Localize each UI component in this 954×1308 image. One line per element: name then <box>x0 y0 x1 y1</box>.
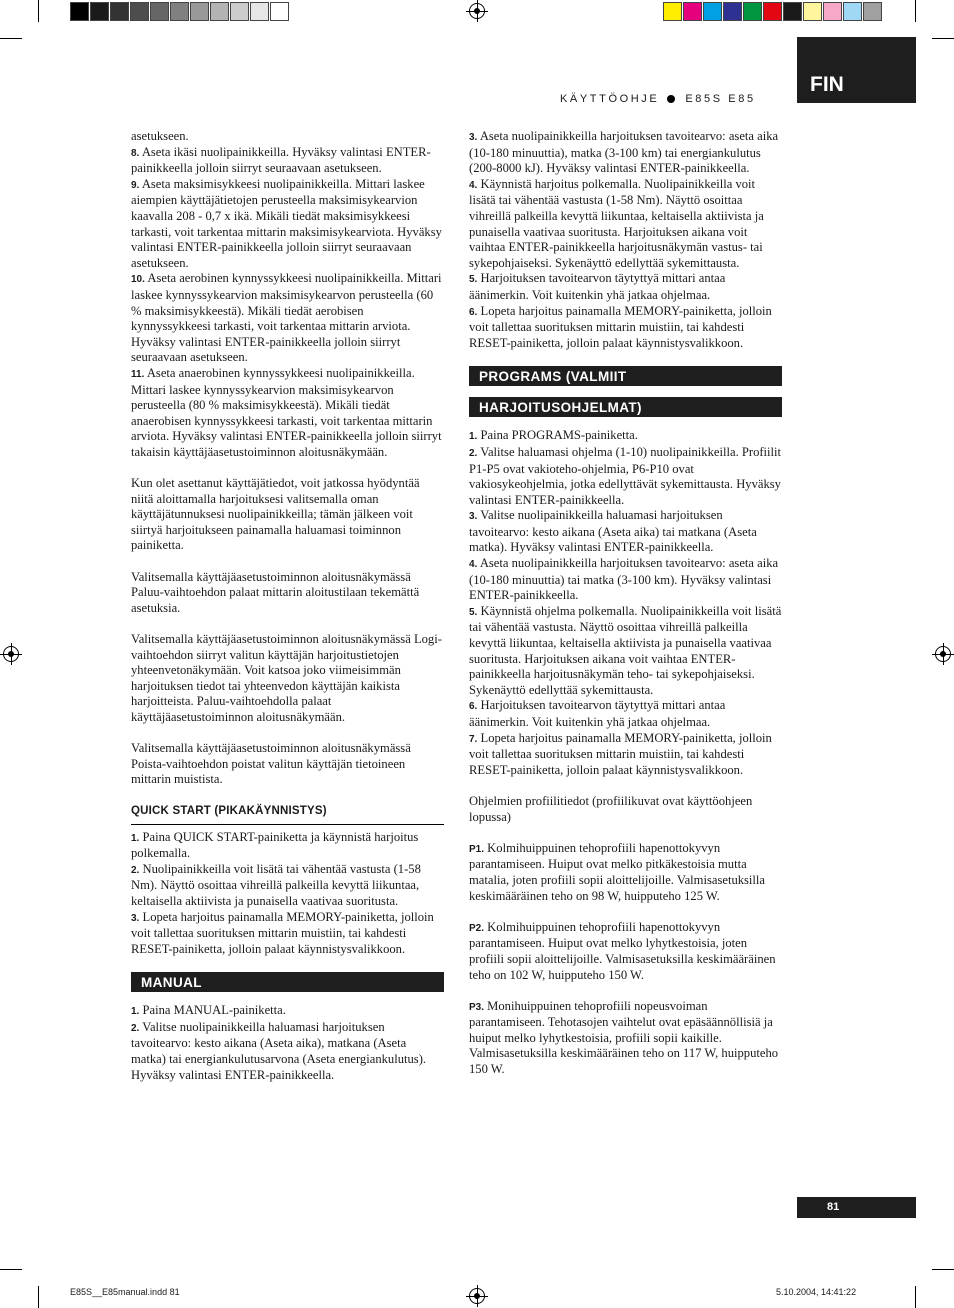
list-item <box>469 129 782 177</box>
item-number: 7. <box>469 733 478 745</box>
color-swatch <box>823 2 842 21</box>
color-swatch <box>703 2 722 21</box>
item-number: 5. <box>469 606 478 618</box>
programs-list <box>469 428 782 778</box>
color-swatch <box>130 2 149 21</box>
registration-mark-icon <box>3 646 19 662</box>
color-swatch <box>683 2 702 21</box>
section-heading-programs-cont: HARJOITUSOHJELMAT) <box>469 397 782 417</box>
language-tab: FIN <box>797 37 916 103</box>
crop-mark <box>915 1286 916 1308</box>
list-item <box>469 304 782 352</box>
list-item <box>469 698 782 730</box>
item-number: 4. <box>469 179 478 191</box>
list-item <box>469 428 782 445</box>
item-number: 9. <box>131 179 140 191</box>
crop-mark <box>932 1269 954 1270</box>
page-number: 81 <box>797 1197 916 1218</box>
left-column <box>131 129 444 1083</box>
crop-mark <box>38 0 39 22</box>
list-item <box>131 830 444 862</box>
item-text: Käynnistä ohjelma polkemalla. Nuolipainikkeilla voit lisätä tai vähentää vastusta. Näyttö osoittaa vihreillä palkeilla kevyttä liikuntaa, keltaisella aktiivista ja punaisella vaativaa suoritusta. Harjoituksen aikana voit vaihtaa ENTER-painikkeella harjoitusnäkymän teho- tai sykepohjaiseksi. Sykenäyttö edellyttää sykemittausta. <box>469 603 782 697</box>
bullet-icon <box>667 95 675 103</box>
registration-mark-icon <box>469 1288 485 1304</box>
color-swatch <box>190 2 209 21</box>
item-text: Lopeta harjoitus painamalla MEMORY-painiketta, jolloin voit tallettaa suorituksen mittarin muistiin, tai kahdesti RESET-painiketta, jolloin palaat käynnistysvalikkoon. <box>131 909 434 956</box>
list-item <box>469 177 782 272</box>
item-text: Harjoituksen tavoitearvon täytyttyä mittari antaa äänimerkin. Voit kuitenkin yhä jatkaa ohjelmaa. <box>469 271 726 302</box>
profiles-list <box>469 825 782 1078</box>
list-item <box>469 271 782 303</box>
crop-mark <box>932 38 954 39</box>
color-swatch <box>743 2 762 21</box>
color-swatch <box>763 2 782 21</box>
item-number: P1. <box>469 843 485 855</box>
item-number: 4. <box>469 559 478 571</box>
item-number: 10. <box>131 274 145 286</box>
section-heading-programs: PROGRAMS (VALMIIT <box>469 366 782 386</box>
item-text: Aseta ikäsi nuolipainikkeilla. Hyväksy valintasi ENTER-painikkeella jolloin siirryt seuraavaan asetukseen. <box>131 144 431 176</box>
timestamp: 5.10.2004, 14:41:22 <box>776 1287 857 1297</box>
list-item <box>131 1020 444 1083</box>
running-head <box>560 93 792 105</box>
color-swatch <box>170 2 189 21</box>
paragraph: Valitsemalla käyttäjäasetustoiminnon aloitusnäkymässä Paluu-vaihtoehdon palaat mittarin aloitustilaan tekemättä asetuksia. <box>131 569 420 615</box>
file-slug: E85S__E85manual.indd 81 <box>70 1287 180 1297</box>
list-item <box>469 604 782 699</box>
item-text: Käynnistä harjoitus polkemalla. Nuolipainikkeilla voit lisätä tai vähentää vastusta (1-58 Nm). Näyttö osoittaa vihreillä palkeilla kevyttä liikuntaa, keltaisella aktiivista ja punaisella vaativaa suoritusta. Harjoituksen aikana voit vaihtaa ENTER-painikkeella harjoitusnäkymän vastus- tai sykepohjaiseksi. Sykenäyttö edellyttää sykemittausta. <box>469 176 764 270</box>
running-head-model: E85S E85 <box>685 93 756 105</box>
item-text: Monihuippuinen tehoprofiili nopeusvoiman parantamiseen. Tehotasojen vaihtelut ovat epäsäännöllisiä ja huiput melko lyhytkestoisia, profiili sopii kaikille. Valmisasetuksilla keskimääräinen teho on 117 W, huipputeho 150 W. <box>469 998 779 1077</box>
item-number: 3. <box>131 912 140 924</box>
item-text: Aseta maksimisykkeesi nuolipainikkeilla. Mittari laskee aiempien käyttäjätietojen perusteella maksimisykearvion kaavalla 208 - 0,7 x ikä. Mikäli tiedät maksimisykkeesi tarkasti, voit tarkentaa mittarin maksimisykearviota. Hyväksy valintasi ENTER-painikkeella jolloin siirryt seuraavaan asetukseen. <box>131 176 442 270</box>
gray-color-bar <box>70 2 290 21</box>
color-swatch <box>110 2 129 21</box>
settings-list <box>131 145 444 461</box>
color-swatch <box>723 2 742 21</box>
list-item <box>131 177 444 272</box>
item-text: Valitse haluamasi ohjelma (1-10) nuolipainikkeilla. Profiilit P1-P5 ovat vakioteho-ohjelmia, P6-P10 ovat vakiosykeohjelmia, jotka edellyttävät sykemittausta. Hyväksy valintasi ENTER-painikkeella. <box>469 444 782 507</box>
item-number: 8. <box>131 147 140 159</box>
item-number: 1. <box>469 431 478 443</box>
item-number: 5. <box>469 274 478 286</box>
list-item <box>131 862 444 910</box>
list-item <box>469 841 782 904</box>
item-text: Lopeta harjoitus painamalla MEMORY-painiketta, jolloin voit tallettaa suorituksen mittarin muistiin, tai kahdesti RESET-painiketta, jolloin palaat käynnistysvalikkoon. <box>469 730 772 777</box>
color-swatch <box>663 2 682 21</box>
list-item <box>469 556 782 604</box>
list-item <box>469 999 782 1078</box>
running-head-title: KÄYTTÖOHJE <box>560 93 660 105</box>
item-number: 6. <box>469 306 478 318</box>
paragraph: Valitsemalla käyttäjäasetustoiminnon aloitusnäkymässä Logi-vaihtoehdon siirryt valitun käyttäjän harjoitustietojen yhteenvetonäkymään. Voit katsoa joko viimeisimmän harjoituksen tiedot tai yhteenvedon käyttäjän kaikista harjoitteista. Paluu-vaihtoehdolla palaat käyttäjäasetustoiminnon aloitusnäkymään. <box>131 632 442 724</box>
color-swatch <box>863 2 882 21</box>
list-item <box>131 366 444 461</box>
color-swatch <box>270 2 289 21</box>
item-number: 3. <box>469 132 478 143</box>
item-text: Kolmihuippuinen tehoprofiili hapenottokyvyn parantamiseen. Huiput ovat melko lyhytkestoisia, joten profiili sopii aloittelijoille. Valmisasetuksilla keskimääräinen teho on 102 W, huipputeho 150 W. <box>469 919 776 982</box>
item-number: P2. <box>469 922 485 934</box>
item-number: 11. <box>131 368 145 380</box>
color-swatch <box>783 2 802 21</box>
item-text: Aseta nuolipainikkeilla harjoituksen tavoitearvo: aseta aika (10-180 minuuttia) tai matka (3-100 km). Hyväksy valintasi ENTER-painikkeella. <box>469 556 779 603</box>
item-number: 2. <box>131 864 140 876</box>
item-text: Aseta anaerobinen kynnyssykkeesi nuolipainikkeilla. Mittari laskee kynnyssykearvion maksimisykearvon perusteella (80 % maksimisykkeestä). Mikäli tiedät anaerobisen kynnyssykkeesi tarkasti, voit tarkentaa mittarin arviota. Hyväksy valintasi ENTER-painikkeella jolloin siirryt takaisin käyttäjäasetustoiminnon aloitusnäkymään. <box>131 365 442 459</box>
quick-start-list <box>131 830 444 958</box>
item-number: 3. <box>469 511 478 523</box>
item-number: 1. <box>131 1006 140 1018</box>
list-item <box>469 508 782 556</box>
color-swatch <box>250 2 269 21</box>
color-swatch <box>803 2 822 21</box>
list-item <box>469 920 782 983</box>
item-text: Valitse nuolipainikkeilla haluamasi harjoituksen tavoitearvo: kesto aikana (Aseta aika) tai matkana (Aseta matka). Hyväksy valintasi ENTER-painikkeella. <box>469 508 757 555</box>
item-text: Paina QUICK START-painiketta ja käynnistä harjoitus polkemalla. <box>131 829 419 861</box>
item-text: Paina PROGRAMS-painiketta. <box>480 428 638 443</box>
list-item <box>131 271 444 366</box>
item-text: Harjoituksen tavoitearvon täytyttyä mittari antaa äänimerkin. Voit kuitenkin yhä jatkaa ohjelmaa. <box>469 698 726 729</box>
paragraph: Valitsemalla käyttäjäasetustoiminnon aloitusnäkymässä Poista-vaihtoehdon poistat valitun käyttäjän tietoineen mittarin muistista. <box>131 741 411 787</box>
item-text: Paina MANUAL-painiketta. <box>142 1003 286 1018</box>
cmyk-color-bar <box>663 2 883 21</box>
section-heading-manual: MANUAL <box>131 972 444 992</box>
crop-mark <box>38 1286 39 1308</box>
item-number: 6. <box>469 701 478 713</box>
item-number: 2. <box>131 1022 140 1034</box>
color-swatch <box>90 2 109 21</box>
crop-mark <box>915 0 916 22</box>
item-number: 1. <box>131 832 140 844</box>
paragraph: Ohjelmien profiilitiedot (profiilikuvat ovat käyttöohjeen lopussa) <box>469 793 753 824</box>
color-swatch <box>230 2 249 21</box>
list-item <box>131 145 444 177</box>
registration-mark-icon <box>469 3 485 19</box>
manual-list <box>131 1003 444 1083</box>
item-text: Valitse nuolipainikkeilla haluamasi harjoituksen tavoitearvo: kesto aikana (Aseta aika), matkana (Aseta matka) tai energiankulutusarvona (Aseta energiankulutus). Hyväksy valintasi ENTER-painikkeella. <box>131 1019 427 1082</box>
list-item <box>469 445 782 508</box>
list-item <box>469 731 782 779</box>
item-text: Nuolipainikkeilla voit lisätä tai vähentää vastusta (1-58 Nm). Näyttö osoittaa vihreillä palkeilla kevyttä liikuntaa, keltaisella aktiivista ja punaisella vaativaa suoritusta. <box>131 861 421 908</box>
crop-mark <box>0 1269 22 1270</box>
color-swatch <box>70 2 89 21</box>
item-number: 2. <box>469 447 478 459</box>
item-text: Aseta nuolipainikkeilla harjoituksen tavoitearvo: aseta aika (10-180 minuuttia), matka (3-100 km) tai energiankulutus (200-8000 kJ). Hyväksy valintasi ENTER-painikkeella. <box>469 129 779 176</box>
color-swatch <box>210 2 229 21</box>
item-text: Kolmihuippuinen tehoprofiili hapenottokyvyn parantamiseen. Huiput ovat melko pitkäkestoisia mutta matalia, joten profiili sopii aloittelijoille. Valmisasetuksilla keskimääräinen teho on 98 W, huipputeho 125 W. <box>469 840 766 903</box>
color-swatch <box>150 2 169 21</box>
item-number: P3. <box>469 1001 485 1013</box>
right-column <box>469 129 782 1078</box>
item-text: Lopeta harjoitus painamalla MEMORY-painiketta, jolloin voit tallettaa suorituksen mittarin muistiin, tai kahdesti RESET-painiketta, jolloin palaat käynnistysvalikkoon. <box>469 303 772 350</box>
manual-continued-list <box>469 129 782 351</box>
paragraph: asetukseen. <box>131 129 189 143</box>
registration-mark-icon <box>935 646 951 662</box>
list-item <box>131 1003 444 1020</box>
color-swatch <box>843 2 862 21</box>
list-item <box>131 910 444 958</box>
crop-mark <box>0 38 22 39</box>
section-heading-quick-start: QUICK START (PIKAKÄYNNISTYS) <box>131 804 444 825</box>
item-text: Aseta aerobinen kynnyssykkeesi nuolipainikkeilla. Mittari laskee kynnyssykearvion maksimisykearvon perusteella (60 % maksimisykkeestä). Mikäli tiedät aerobisen kynnyssykkeesi tarkasti, voit tarkentaa mittarin arviota. Hyväksy valintasi ENTER-painikkeella jolloin siirryt seuraavaan asetukseen. <box>131 271 442 365</box>
paragraph: Kun olet asettanut käyttäjätiedot, voit jatkossa hyödyntää niitä aloittamalla harjoituksesi valitsemalla oman käyttäjätunnuksesi nuolipainikkeilla; tämän jälkeen voit siirtyä harjoitukseen painamalla haluamasi toiminnon painiketta. <box>131 476 420 553</box>
